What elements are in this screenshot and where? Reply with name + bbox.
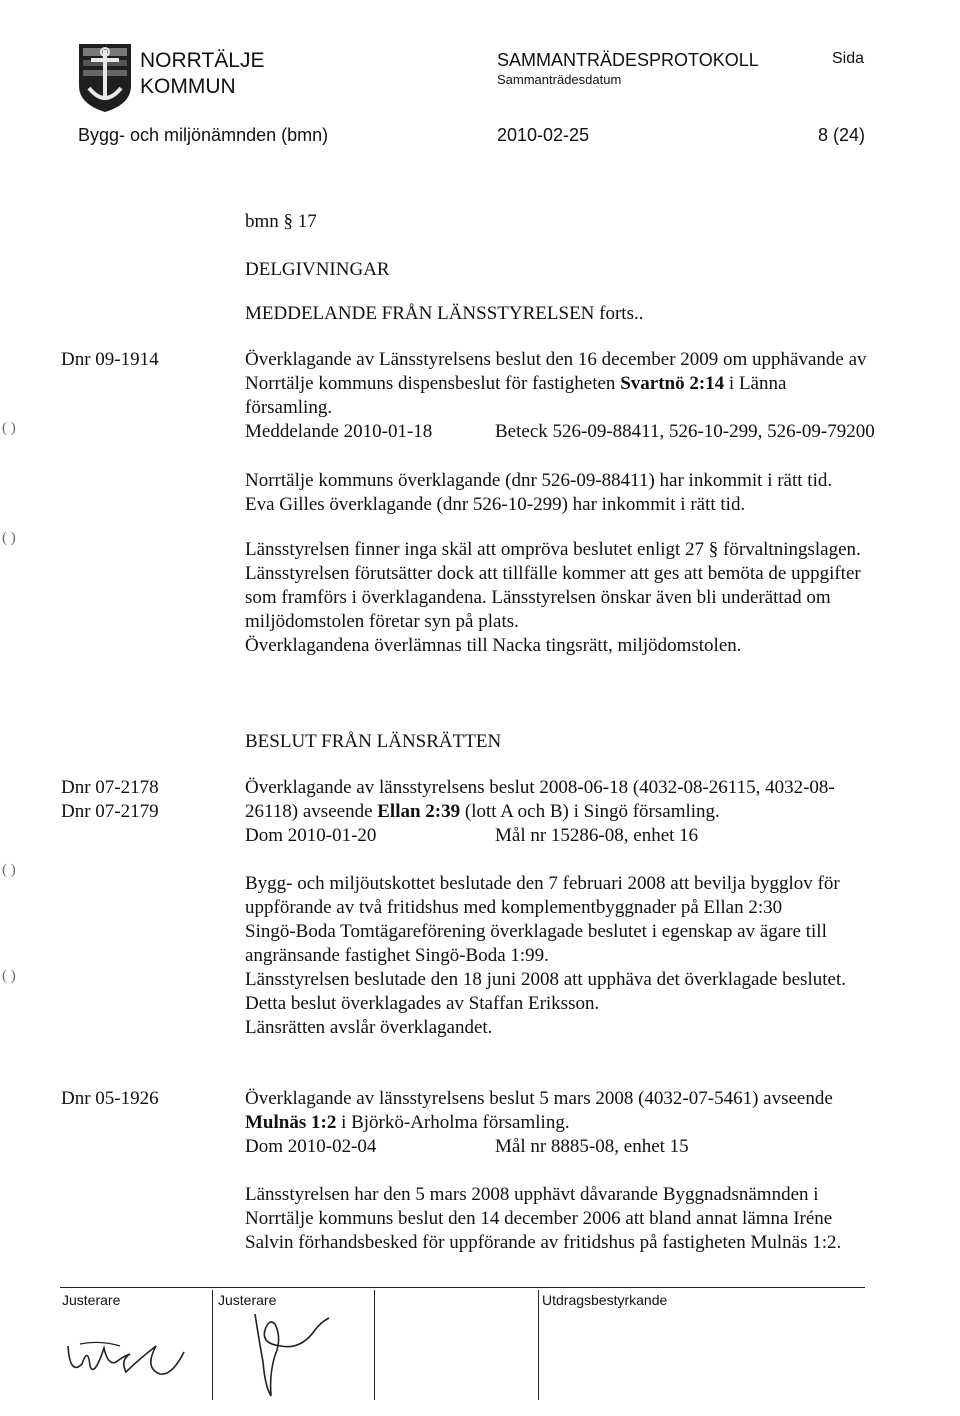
footer-signer2-label: Justerare — [218, 1292, 277, 1308]
paragraph-line: Norrtälje kommuns överklagande (dnr 526-09-88411) har inkommit i rätt tid. — [245, 470, 833, 491]
item2-body — [245, 872, 846, 1040]
paragraph-reference: bmn § 17 — [245, 211, 317, 232]
item3-title-line: Överklagande av länsstyrelsens beslut 5 mars 2008 (4032-07-5461) avseende — [245, 1088, 833, 1109]
page-label: Sida — [832, 50, 865, 67]
item2-judgment: Dom 2010-01-20 — [245, 825, 377, 846]
footer-column-divider — [374, 1290, 375, 1400]
item3-property: Mulnäs 1:2 — [245, 1112, 337, 1133]
heading-meddelande: MEDDELANDE FRÅN LÄNSSTYRELSEN forts.. — [245, 303, 644, 324]
item3-title-line: Mulnäs 1:2 i Björkö-Arholma församling. — [245, 1112, 570, 1133]
item2-title — [245, 776, 835, 824]
item1-paragraph1 — [245, 469, 832, 517]
paragraph-line: Norrtälje kommuns beslut den 14 december 2006 att bland annat lämna Iréne — [245, 1208, 833, 1229]
signature-initials — [60, 1316, 200, 1386]
paragraph-line: Länsstyrelsen beslutade den 18 juni 2008 att upphäva det överklagade beslutet. — [245, 969, 846, 990]
punch-hole-mark: ( ) — [2, 420, 16, 436]
item3-dnr: Dnr 05-1926 — [61, 1088, 159, 1109]
meeting-date: 2010-02-25 — [497, 125, 590, 145]
item1-title-line: församling. — [245, 397, 333, 418]
committee-name: Bygg- och miljönämnden (bmn) — [78, 125, 329, 145]
item2-dnr-list — [61, 776, 159, 824]
paragraph-line: Överklagandena överlämnas till Nacka tingsrätt, miljödomstolen. — [245, 635, 742, 656]
item1-title — [245, 348, 867, 420]
punch-hole-mark: ( ) — [2, 530, 16, 546]
item1-notice: Meddelande 2010-01-18 — [245, 421, 433, 442]
paragraph-line: Detta beslut överklagades av Staffan Eriksson. — [245, 993, 600, 1014]
item2-dnr: Dnr 07-2178 — [61, 777, 159, 798]
paragraph-line: miljödomstolen företar syn på plats. — [245, 611, 519, 632]
item1-paragraph2 — [245, 538, 861, 658]
paragraph-line: uppförande av två fritidshus med komplementbyggnader på Ellan 2:30 — [245, 897, 783, 918]
org-name-line2: KOMMUN — [140, 75, 236, 98]
paragraph-line: angränsande fastighet Singö-Boda 1:99. — [245, 945, 549, 966]
municipal-crest-logo — [77, 42, 133, 114]
item1-property: Svartnö 2:14 — [620, 373, 725, 394]
item2-title-line: Överklagande av länsstyrelsens beslut 2008-06-18 (4032-08-26115, 4032-08- — [245, 777, 835, 798]
paragraph-line: Länsstyrelsen förutsätter dock att tillfälle kommer att ges att bemöta de uppgifter — [245, 563, 861, 584]
org-name-line1: NORRTÄLJE — [140, 49, 265, 72]
item1-title-line: Överklagande av Länsstyrelsens beslut den 16 december 2009 om upphävande av — [245, 349, 867, 370]
document-type: SAMMANTRÄDESPROTOKOLL — [497, 50, 759, 70]
punch-hole-mark: ( ) — [2, 862, 16, 878]
signature-scribble — [225, 1300, 355, 1400]
item3-title — [245, 1087, 833, 1135]
punch-hole-mark: ( ) — [2, 968, 16, 984]
paragraph-line: Salvin förhandsbesked för uppförande av fritidshus på fastigheten Mulnäs 1:2. — [245, 1232, 842, 1253]
item2-case-number: Mål nr 15286-08, enhet 16 — [495, 825, 699, 846]
footer-certification-label: Utdragsbestyrkande — [542, 1292, 668, 1308]
item3-case-number: Mål nr 8885-08, enhet 15 — [495, 1136, 689, 1157]
item1-dnr: Dnr 09-1914 — [61, 349, 159, 370]
paragraph-line: Eva Gilles överklagande (dnr 526-10-299) har inkommit i rätt tid. — [245, 494, 746, 515]
footer-divider — [60, 1287, 865, 1288]
footer-column-divider — [212, 1290, 213, 1400]
paragraph-line: Bygg- och miljöutskottet beslutade den 7 februari 2008 att bevilja bygglov för — [245, 873, 840, 894]
item1-reference: Beteck 526-09-88411, 526-10-299, 526-09-79200 — [495, 421, 875, 442]
paragraph-line: Länsstyrelsen har den 5 mars 2008 upphävt dåvarande Byggnadsnämnden i — [245, 1184, 819, 1205]
paragraph-line: Länsrätten avslår överklagandet. — [245, 1017, 493, 1038]
paragraph-line: som framförs i överklagandena. Länsstyrelsen önskar även bli underättad om — [245, 587, 831, 608]
item2-dnr: Dnr 07-2179 — [61, 801, 159, 822]
item2-title-line: 26118) avseende Ellan 2:39 (lott A och B) i Singö församling. — [245, 801, 720, 822]
item2-property: Ellan 2:39 — [377, 801, 461, 822]
page-number: 8 (24) — [818, 125, 866, 145]
heading-beslut: BESLUT FRÅN LÄNSRÄTTEN — [245, 731, 502, 752]
footer-column-divider — [538, 1290, 539, 1400]
date-label: Sammanträdesdatum — [497, 72, 622, 87]
item3-judgment: Dom 2010-02-04 — [245, 1136, 377, 1157]
footer-signer1-label: Justerare — [62, 1292, 121, 1308]
paragraph-line: Singö-Boda Tomtägareförening överklagade beslutet i egenskap av ägare till — [245, 921, 827, 942]
item3-body — [245, 1183, 841, 1255]
item1-title-line: Norrtälje kommuns dispensbeslut för fastigheten Svartnö 2:14 i Länna — [245, 373, 787, 394]
paragraph-line: Länsstyrelsen finner inga skäl att ompröva beslutet enligt 27 § förvaltningslagen. — [245, 539, 861, 560]
heading-delgivningar: DELGIVNINGAR — [245, 259, 390, 280]
